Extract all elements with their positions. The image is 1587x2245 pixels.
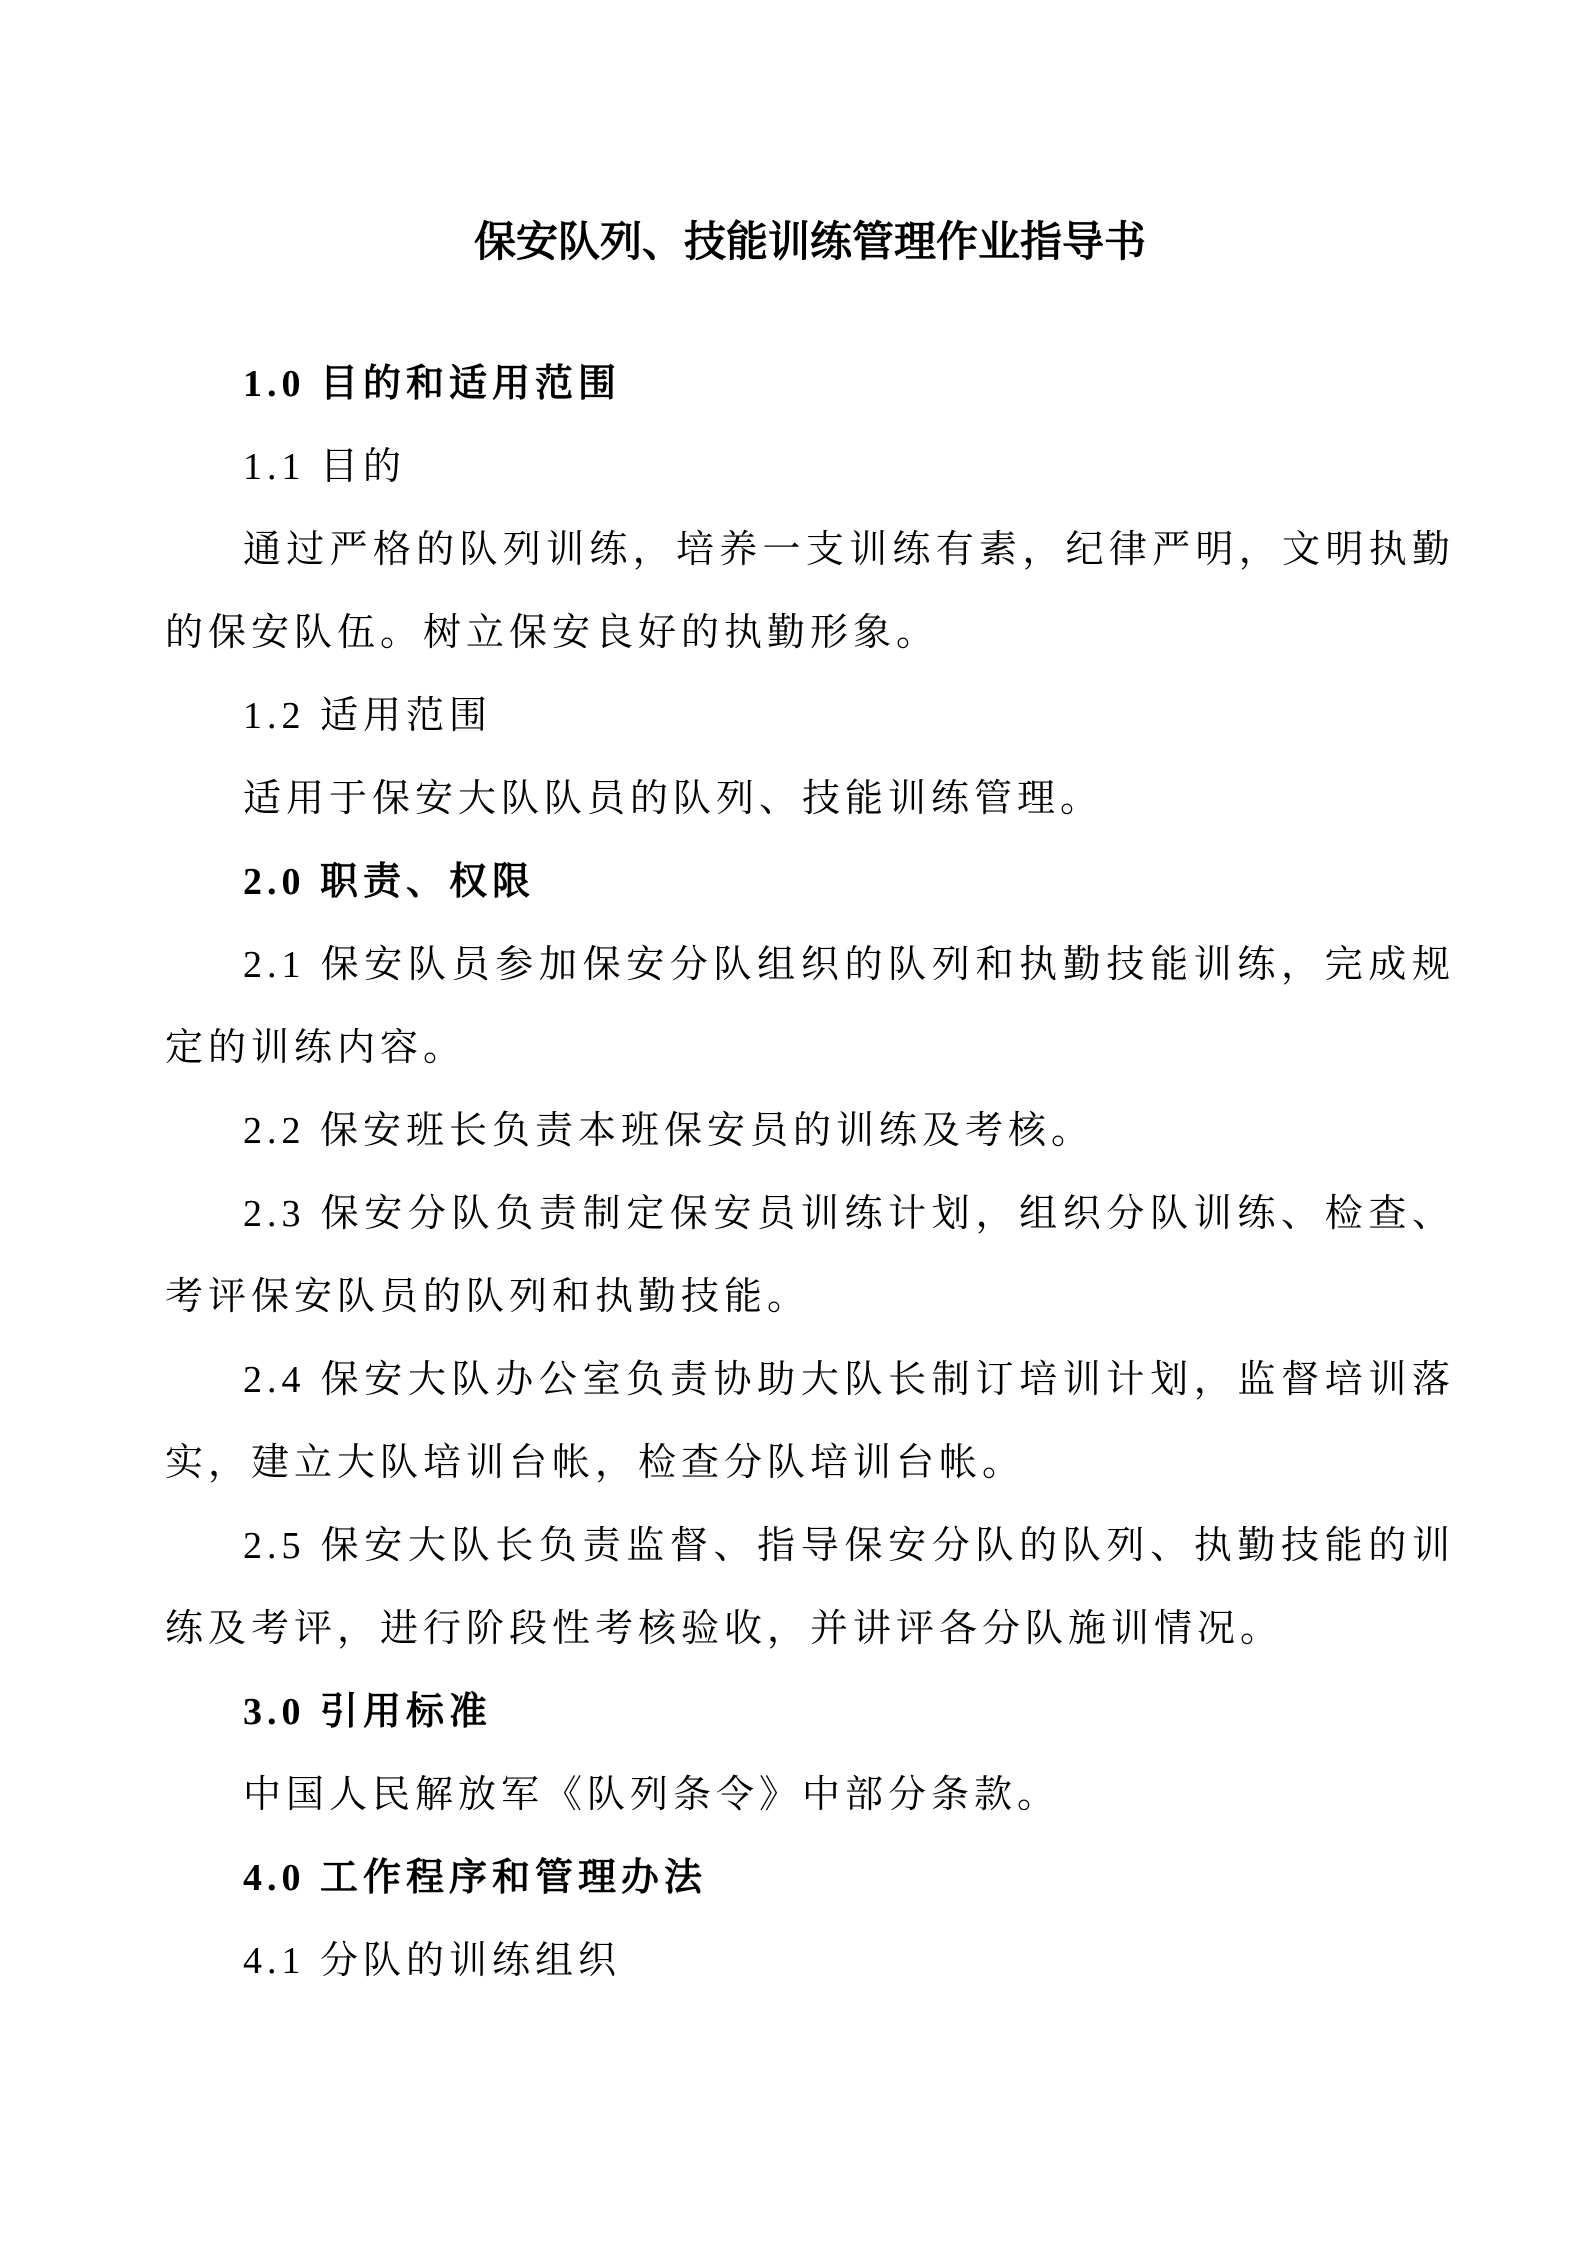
paragraph: 4.1 分队的训练组织: [243, 1940, 622, 1982]
document-title: 保安队列、技能训练管理作业指导书: [473, 220, 1146, 266]
paragraph: 2.2 保安班长负责本班保安员的训练及考核。: [243, 1110, 1095, 1152]
section-heading: 3.0 引用标准: [243, 1691, 493, 1733]
paragraph: 2.4 保安大队办公室负责协助大队长制订培训计划，监督培训落实，建立大队培训台帐，检查分队培训台帐。: [165, 1359, 1455, 1484]
paragraph: 2.3 保安分队负责制定保安员训练计划，组织分队训练、检查、考评保安队员的队列和执勤技能。: [165, 1193, 1455, 1318]
section-heading: 2.0 职责、权限: [243, 861, 536, 903]
paragraph: 1.2 适用范围: [243, 695, 493, 737]
section-heading: 1.0 目的和适用范围: [243, 363, 622, 405]
paragraph: 2.1 保安队员参加保安分队组织的队列和执勤技能训练，完成规定的训练内容。: [165, 944, 1455, 1069]
paragraph: 中国人民解放军《队列条令》中部分条款。: [243, 1774, 1061, 1816]
paragraphs: [165, 343, 1455, 2003]
paragraph: 1.1 目的: [243, 446, 407, 488]
paragraph: 2.5 保安大队长负责监督、指导保安分队的队列、执勤技能的训练及考评，进行阶段性考核验收，并讲评各分队施训情况。: [165, 1525, 1455, 1650]
paragraph: 适用于保安大队队员的队列、技能训练管理。: [243, 778, 1104, 820]
paragraph: 通过严格的队列训练，培养一支训练有素，纪律严明，文明执勤的保安队伍。树立保安良好的执勤形象。: [165, 529, 1455, 654]
section-heading: 4.0 工作程序和管理办法: [243, 1857, 708, 1899]
